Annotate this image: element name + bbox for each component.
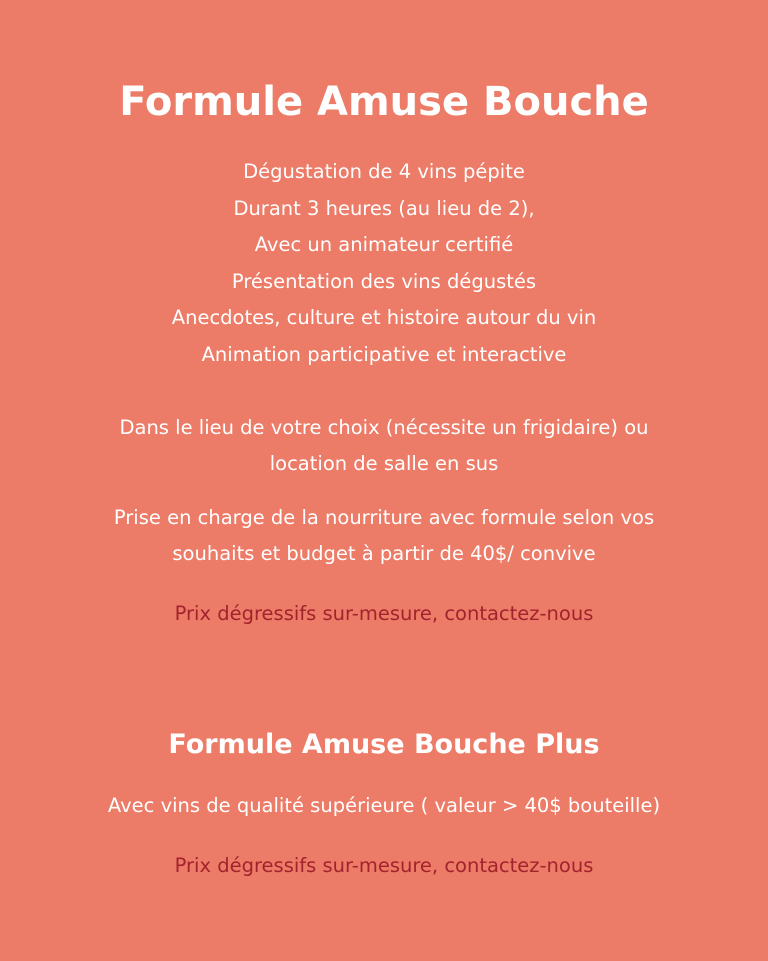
feature-item: Présentation des vins dégustés	[231, 269, 537, 293]
formula-plus-title: Formule Amuse Bouche Plus	[168, 729, 600, 760]
formula-title: Formule Amuse Bouche	[119, 79, 649, 125]
location-line: Dans le lieu de votre choix (nécessite un frigidaire) ou	[119, 416, 649, 439]
formula-plus-description: Avec vins de qualité supérieure ( valeur > 40$ bouteille)	[107, 794, 661, 817]
feature-item: Animation participative et interactive	[201, 342, 567, 366]
feature-item: Anecdotes, culture et histoire autour du vin	[171, 306, 597, 329]
location-line: location de salle en sus	[269, 452, 499, 475]
feature-item: Durant 3 heures (au lieu de 2),	[233, 196, 535, 220]
food-line: Prise en charge de la nourriture avec formule selon vos	[113, 506, 655, 529]
price-note: Prix dégressifs sur-mesure, contactez-nous	[174, 602, 594, 625]
food-line: souhaits et budget à partir de 40$/ convive	[172, 542, 596, 565]
location-paragraph	[0, 410, 768, 482]
feature-list	[0, 154, 768, 373]
food-paragraph	[0, 500, 768, 572]
price-note-plus: Prix dégressifs sur-mesure, contactez-nous	[174, 854, 594, 877]
feature-item: Dégustation de 4 vins pépite	[243, 160, 525, 183]
feature-item: Avec un animateur certifié	[254, 233, 514, 256]
